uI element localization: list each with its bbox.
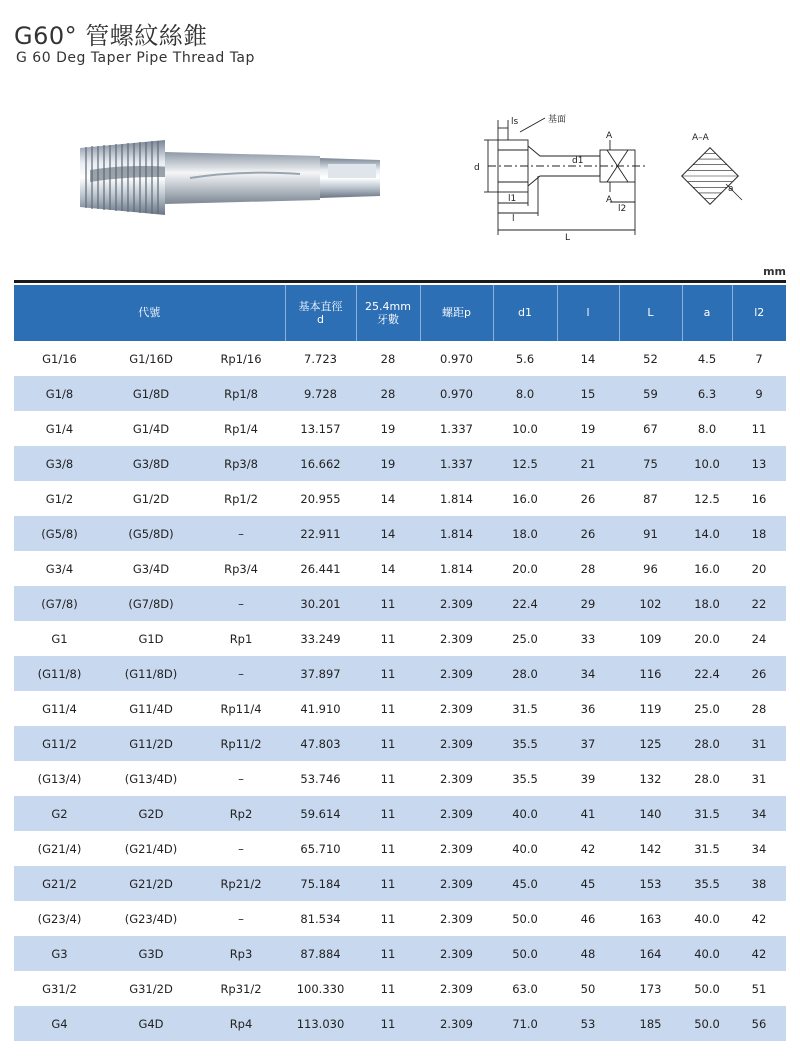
table-body bbox=[14, 341, 786, 1041]
cell-l: 39 bbox=[580, 771, 596, 786]
cell-basic-diameter: 22.911 bbox=[285, 516, 356, 551]
header-pitch: 螺距p bbox=[420, 285, 493, 341]
cell-l: 34 bbox=[557, 656, 619, 691]
cell-d1: 28.0 bbox=[493, 656, 557, 691]
cell-l2: 51 bbox=[751, 981, 767, 996]
cell-g-code: (G5/8) bbox=[14, 516, 105, 551]
cell-basic-diameter: 7.723 bbox=[304, 351, 337, 366]
cell-basic-diameter: 41.910 bbox=[300, 701, 341, 716]
cell-basic-diameter: 16.662 bbox=[285, 446, 356, 481]
cell-l2: 31 bbox=[751, 771, 767, 786]
cell-threads-per-inch: 11 bbox=[380, 771, 396, 786]
cell-pitch: 2.309 bbox=[440, 981, 473, 996]
cell-pitch: 2.309 bbox=[420, 586, 493, 621]
cell-gd-code: (G23/4D) bbox=[124, 911, 178, 926]
cell-a: 31.5 bbox=[682, 796, 732, 831]
cell-l: 26 bbox=[580, 491, 596, 506]
header-l2: l2 bbox=[732, 285, 786, 341]
tap-product-image bbox=[70, 130, 390, 225]
cell-rp-code: Rp1 bbox=[229, 631, 253, 646]
cell-a: 35.5 bbox=[682, 866, 732, 901]
cell-L: 153 bbox=[619, 866, 682, 901]
cell-g-code: G1/16 bbox=[42, 351, 77, 366]
cell-a: 22.4 bbox=[682, 656, 732, 691]
cell-gd-code: (G5/8D) bbox=[105, 516, 197, 551]
cell-pitch: 2.309 bbox=[420, 866, 493, 901]
cell-gd-code: G11/4D bbox=[129, 701, 173, 716]
svg-text:l: l bbox=[512, 214, 515, 224]
cell-d1: 20.0 bbox=[512, 561, 538, 576]
cell-g-code: G1/2 bbox=[45, 491, 74, 506]
cell-pitch: 2.309 bbox=[440, 771, 473, 786]
cell-d1: 50.0 bbox=[493, 936, 557, 971]
table-row bbox=[14, 656, 786, 691]
cell-threads-per-inch: 14 bbox=[380, 491, 396, 506]
cell-a: 12.5 bbox=[694, 491, 720, 506]
cell-L: 119 bbox=[639, 701, 662, 716]
cell-l2: 28 bbox=[751, 701, 767, 716]
cell-l2: 38 bbox=[732, 866, 786, 901]
table-row bbox=[14, 376, 786, 411]
cell-d1: 71.0 bbox=[493, 1006, 557, 1041]
cell-g-code: (G7/8) bbox=[14, 586, 105, 621]
cell-threads-per-inch: 14 bbox=[380, 561, 396, 576]
cell-a: 20.0 bbox=[694, 631, 720, 646]
header-d1: d1 bbox=[493, 285, 557, 341]
cell-L: 52 bbox=[643, 351, 658, 366]
cell-l: 46 bbox=[580, 911, 596, 926]
cell-a: 40.0 bbox=[694, 911, 720, 926]
cell-L: 87 bbox=[643, 491, 658, 506]
cell-rp-code: Rp11/2 bbox=[197, 726, 285, 761]
cell-pitch: 2.309 bbox=[420, 1006, 493, 1041]
cell-d1: 35.5 bbox=[512, 771, 538, 786]
cell-rp-code: Rp3 bbox=[197, 936, 285, 971]
cell-l2: 20 bbox=[751, 561, 767, 576]
cell-rp-code: Rp1/16 bbox=[220, 351, 262, 366]
cell-threads-per-inch: 11 bbox=[380, 631, 396, 646]
svg-text:A–A: A–A bbox=[692, 133, 709, 143]
cell-d1: 8.0 bbox=[493, 376, 557, 411]
cell-l: 37 bbox=[557, 726, 619, 761]
cell-gd-code: G2D bbox=[105, 796, 197, 831]
cell-basic-diameter: 13.157 bbox=[300, 421, 341, 436]
cell-l: 42 bbox=[580, 841, 596, 856]
cell-gd-code: (G11/8D) bbox=[105, 656, 197, 691]
cell-basic-diameter: 75.184 bbox=[285, 866, 356, 901]
cell-l: 33 bbox=[580, 631, 596, 646]
cell-L: 109 bbox=[639, 631, 662, 646]
table-row bbox=[14, 1006, 786, 1041]
cell-l2: 42 bbox=[751, 911, 767, 926]
cell-pitch: 1.337 bbox=[420, 446, 493, 481]
cell-pitch: 2.309 bbox=[440, 841, 473, 856]
cell-rp-code: Rp21/2 bbox=[197, 866, 285, 901]
cell-pitch: 0.970 bbox=[440, 351, 473, 366]
table-row bbox=[14, 551, 786, 586]
svg-text:d: d bbox=[474, 163, 480, 173]
cell-a: 4.5 bbox=[697, 351, 717, 366]
table-row bbox=[14, 341, 786, 376]
cell-l: 53 bbox=[557, 1006, 619, 1041]
cell-l: 26 bbox=[557, 516, 619, 551]
table-row bbox=[14, 481, 786, 516]
cell-a: 28.0 bbox=[694, 771, 720, 786]
cell-pitch: 2.309 bbox=[440, 701, 473, 716]
cell-l2: 11 bbox=[751, 421, 767, 436]
tap-dimension-diagram bbox=[460, 110, 660, 245]
cell-L: 164 bbox=[619, 936, 682, 971]
cell-pitch: 0.970 bbox=[420, 376, 493, 411]
cell-gd-code: G11/2D bbox=[105, 726, 197, 761]
cell-L: 91 bbox=[619, 516, 682, 551]
cell-l2: 56 bbox=[732, 1006, 786, 1041]
cell-basic-diameter: 30.201 bbox=[285, 586, 356, 621]
cell-gd-code: G3/4D bbox=[132, 561, 170, 576]
cell-basic-diameter: 53.746 bbox=[300, 771, 341, 786]
cell-threads-per-inch: 28 bbox=[356, 376, 420, 411]
svg-text:l1: l1 bbox=[508, 194, 517, 204]
cell-gd-code: G31/2D bbox=[129, 981, 173, 996]
cell-L: 163 bbox=[639, 911, 662, 926]
cell-l2: 31 bbox=[732, 726, 786, 761]
svg-text:A: A bbox=[606, 195, 613, 205]
cell-g-code: (G21/4) bbox=[37, 841, 82, 856]
cell-l: 45 bbox=[557, 866, 619, 901]
cell-rp-code: – bbox=[197, 656, 285, 691]
header-threads-per-inch: 25.4mm 牙數 bbox=[356, 285, 420, 341]
cell-rp-code: Rp31/2 bbox=[220, 981, 262, 996]
cell-l2: 26 bbox=[732, 656, 786, 691]
cell-gd-code: G1D bbox=[138, 631, 164, 646]
cell-g-code: G31/2 bbox=[42, 981, 77, 996]
cell-d1: 50.0 bbox=[512, 911, 538, 926]
cell-basic-diameter: 65.710 bbox=[300, 841, 341, 856]
table-row bbox=[14, 761, 786, 796]
cell-L: 75 bbox=[619, 446, 682, 481]
cell-a: 8.0 bbox=[697, 421, 717, 436]
cell-threads-per-inch: 11 bbox=[380, 981, 396, 996]
cell-rp-code: Rp2 bbox=[197, 796, 285, 831]
table-row bbox=[14, 936, 786, 971]
cell-threads-per-inch: 14 bbox=[356, 516, 420, 551]
cell-basic-diameter: 87.884 bbox=[285, 936, 356, 971]
cell-d1: 63.0 bbox=[512, 981, 538, 996]
cell-threads-per-inch: 11 bbox=[380, 701, 396, 716]
cell-threads-per-inch: 11 bbox=[380, 841, 396, 856]
cell-a: 18.0 bbox=[682, 586, 732, 621]
cell-rp-code: Rp11/4 bbox=[220, 701, 262, 716]
cell-threads-per-inch: 11 bbox=[380, 911, 396, 926]
svg-text:a: a bbox=[728, 184, 734, 194]
cell-L: 173 bbox=[639, 981, 662, 996]
cell-threads-per-inch: 11 bbox=[356, 936, 420, 971]
cell-gd-code: (G21/4D) bbox=[124, 841, 178, 856]
cell-gd-code: G1/4D bbox=[132, 421, 170, 436]
cell-d1: 25.0 bbox=[512, 631, 538, 646]
cell-threads-per-inch: 11 bbox=[356, 656, 420, 691]
table-header-row bbox=[14, 285, 786, 341]
table-row bbox=[14, 971, 786, 1006]
cell-threads-per-inch: 11 bbox=[356, 586, 420, 621]
cell-rp-code: – bbox=[238, 771, 244, 786]
table-top-rule bbox=[14, 280, 786, 283]
cell-threads-per-inch: 11 bbox=[356, 1006, 420, 1041]
cell-L: 102 bbox=[619, 586, 682, 621]
spec-table bbox=[14, 285, 786, 1041]
table-row bbox=[14, 516, 786, 551]
cell-l2: 34 bbox=[732, 796, 786, 831]
cell-pitch: 2.309 bbox=[420, 726, 493, 761]
cell-g-code: (G11/8) bbox=[14, 656, 105, 691]
cell-g-code: (G23/4) bbox=[37, 911, 82, 926]
cell-a: 10.0 bbox=[682, 446, 732, 481]
cell-L: 116 bbox=[619, 656, 682, 691]
cell-rp-code: Rp1/8 bbox=[197, 376, 285, 411]
cell-L: 140 bbox=[619, 796, 682, 831]
cell-L: 125 bbox=[619, 726, 682, 761]
cell-basic-diameter: 100.330 bbox=[296, 981, 345, 996]
svg-text:基面: 基面 bbox=[548, 115, 567, 125]
cell-pitch: 1.337 bbox=[440, 421, 473, 436]
svg-text:l2: l2 bbox=[618, 204, 627, 214]
cell-d1: 5.6 bbox=[515, 351, 535, 366]
cell-g-code: G21/2 bbox=[14, 866, 105, 901]
cell-a: 28.0 bbox=[682, 726, 732, 761]
cell-threads-per-inch: 11 bbox=[356, 866, 420, 901]
table-row bbox=[14, 446, 786, 481]
cell-l2: 9 bbox=[732, 376, 786, 411]
header-a: a bbox=[682, 285, 732, 341]
cell-basic-diameter: 47.803 bbox=[285, 726, 356, 761]
header-L: L bbox=[619, 285, 682, 341]
cell-a: 40.0 bbox=[682, 936, 732, 971]
cell-d1: 40.0 bbox=[512, 841, 538, 856]
cell-g-code: G2 bbox=[14, 796, 105, 831]
cell-gd-code: G1/2D bbox=[132, 491, 170, 506]
cell-a: 50.0 bbox=[682, 1006, 732, 1041]
svg-text:L: L bbox=[565, 233, 571, 243]
svg-text:d1: d1 bbox=[572, 156, 584, 166]
cell-L: 132 bbox=[639, 771, 662, 786]
cell-g-code: G3/4 bbox=[45, 561, 74, 576]
cell-d1: 10.0 bbox=[512, 421, 538, 436]
cell-basic-diameter: 37.897 bbox=[285, 656, 356, 691]
section-a-a-diagram bbox=[650, 128, 760, 213]
cell-g-code: G1/4 bbox=[45, 421, 74, 436]
cell-basic-diameter: 113.030 bbox=[285, 1006, 356, 1041]
cell-l: 15 bbox=[557, 376, 619, 411]
cell-l2: 42 bbox=[732, 936, 786, 971]
cell-l: 41 bbox=[557, 796, 619, 831]
cell-pitch: 2.309 bbox=[440, 911, 473, 926]
cell-basic-diameter: 59.614 bbox=[285, 796, 356, 831]
table-row bbox=[14, 831, 786, 866]
table-row bbox=[14, 621, 786, 656]
cell-g-code: G1 bbox=[51, 631, 68, 646]
cell-L: 142 bbox=[639, 841, 662, 856]
cell-basic-diameter: 26.441 bbox=[300, 561, 341, 576]
table-row bbox=[14, 796, 786, 831]
cell-g-code: G11/2 bbox=[14, 726, 105, 761]
cell-l2: 13 bbox=[732, 446, 786, 481]
cell-gd-code: (G13/4D) bbox=[124, 771, 178, 786]
cell-basic-diameter: 81.534 bbox=[300, 911, 341, 926]
page-subtitle: G 60 Deg Taper Pipe Thread Tap bbox=[16, 50, 255, 66]
cell-l: 50 bbox=[580, 981, 596, 996]
cell-a: 14.0 bbox=[682, 516, 732, 551]
cell-d1: 45.0 bbox=[493, 866, 557, 901]
cell-a: 6.3 bbox=[682, 376, 732, 411]
cell-gd-code: G3D bbox=[105, 936, 197, 971]
cell-pitch: 1.814 bbox=[440, 561, 473, 576]
cell-L: 185 bbox=[619, 1006, 682, 1041]
cell-l: 36 bbox=[580, 701, 596, 716]
cell-a: 16.0 bbox=[694, 561, 720, 576]
cell-l: 21 bbox=[557, 446, 619, 481]
table-row bbox=[14, 866, 786, 901]
cell-gd-code: G1/16D bbox=[129, 351, 173, 366]
cell-threads-per-inch: 19 bbox=[356, 446, 420, 481]
cell-l2: 16 bbox=[751, 491, 767, 506]
cell-d1: 22.4 bbox=[493, 586, 557, 621]
cell-d1: 40.0 bbox=[493, 796, 557, 831]
cell-l: 28 bbox=[580, 561, 596, 576]
cell-pitch: 1.814 bbox=[420, 516, 493, 551]
cell-d1: 16.0 bbox=[512, 491, 538, 506]
svg-text:ls: ls bbox=[511, 117, 519, 127]
cell-threads-per-inch: 28 bbox=[380, 351, 396, 366]
header-l: l bbox=[557, 285, 619, 341]
unit-label: mm bbox=[763, 265, 786, 278]
cell-rp-code: Rp3/4 bbox=[224, 561, 258, 576]
table-row bbox=[14, 691, 786, 726]
cell-l: 48 bbox=[557, 936, 619, 971]
cell-l2: 18 bbox=[732, 516, 786, 551]
cell-a: 31.5 bbox=[694, 841, 720, 856]
cell-threads-per-inch: 19 bbox=[380, 421, 396, 436]
cell-g-code: G3/8 bbox=[14, 446, 105, 481]
cell-L: 96 bbox=[643, 561, 658, 576]
cell-l2: 34 bbox=[751, 841, 767, 856]
cell-a: 50.0 bbox=[694, 981, 720, 996]
cell-basic-diameter: 20.955 bbox=[300, 491, 341, 506]
svg-text:A: A bbox=[606, 131, 613, 141]
cell-g-code: G3 bbox=[14, 936, 105, 971]
cell-g-code: G1/8 bbox=[14, 376, 105, 411]
cell-rp-code: Rp3/8 bbox=[197, 446, 285, 481]
cell-rp-code: Rp1/2 bbox=[224, 491, 258, 506]
cell-d1: 35.5 bbox=[493, 726, 557, 761]
table-row bbox=[14, 901, 786, 936]
page-title: G60° 管螺紋絲錐 bbox=[14, 22, 208, 50]
cell-d1: 18.0 bbox=[493, 516, 557, 551]
cell-pitch: 2.309 bbox=[420, 796, 493, 831]
table-row bbox=[14, 411, 786, 446]
table-row bbox=[14, 586, 786, 621]
cell-pitch: 2.309 bbox=[420, 656, 493, 691]
cell-rp-code: – bbox=[197, 586, 285, 621]
cell-gd-code: G21/2D bbox=[105, 866, 197, 901]
cell-g-code: G11/4 bbox=[42, 701, 77, 716]
cell-d1: 12.5 bbox=[493, 446, 557, 481]
cell-l: 29 bbox=[557, 586, 619, 621]
cell-l: 19 bbox=[580, 421, 596, 436]
cell-gd-code: (G7/8D) bbox=[105, 586, 197, 621]
cell-l2: 7 bbox=[755, 351, 763, 366]
cell-rp-code: Rp1/4 bbox=[224, 421, 258, 436]
cell-pitch: 2.309 bbox=[440, 631, 473, 646]
cell-rp-code: Rp4 bbox=[197, 1006, 285, 1041]
cell-rp-code: – bbox=[238, 911, 244, 926]
cell-l2: 24 bbox=[751, 631, 767, 646]
cell-rp-code: – bbox=[238, 841, 244, 856]
header-code: 代號 bbox=[14, 285, 285, 341]
table-row bbox=[14, 726, 786, 761]
cell-threads-per-inch: 11 bbox=[356, 726, 420, 761]
cell-l: 14 bbox=[580, 351, 596, 366]
cell-rp-code: – bbox=[197, 516, 285, 551]
header-basic-diameter: 基本直徑 d bbox=[285, 285, 356, 341]
cell-basic-diameter: 33.249 bbox=[300, 631, 341, 646]
cell-pitch: 1.814 bbox=[440, 491, 473, 506]
cell-gd-code: G3/8D bbox=[105, 446, 197, 481]
cell-a: 25.0 bbox=[694, 701, 720, 716]
cell-gd-code: G1/8D bbox=[105, 376, 197, 411]
cell-gd-code: G4D bbox=[105, 1006, 197, 1041]
cell-pitch: 2.309 bbox=[420, 936, 493, 971]
cell-L: 67 bbox=[643, 421, 658, 436]
cell-L: 59 bbox=[619, 376, 682, 411]
cell-l2: 22 bbox=[732, 586, 786, 621]
cell-basic-diameter: 9.728 bbox=[285, 376, 356, 411]
cell-g-code: G4 bbox=[14, 1006, 105, 1041]
cell-threads-per-inch: 11 bbox=[356, 796, 420, 831]
cell-d1: 31.5 bbox=[512, 701, 538, 716]
cell-g-code: (G13/4) bbox=[37, 771, 82, 786]
